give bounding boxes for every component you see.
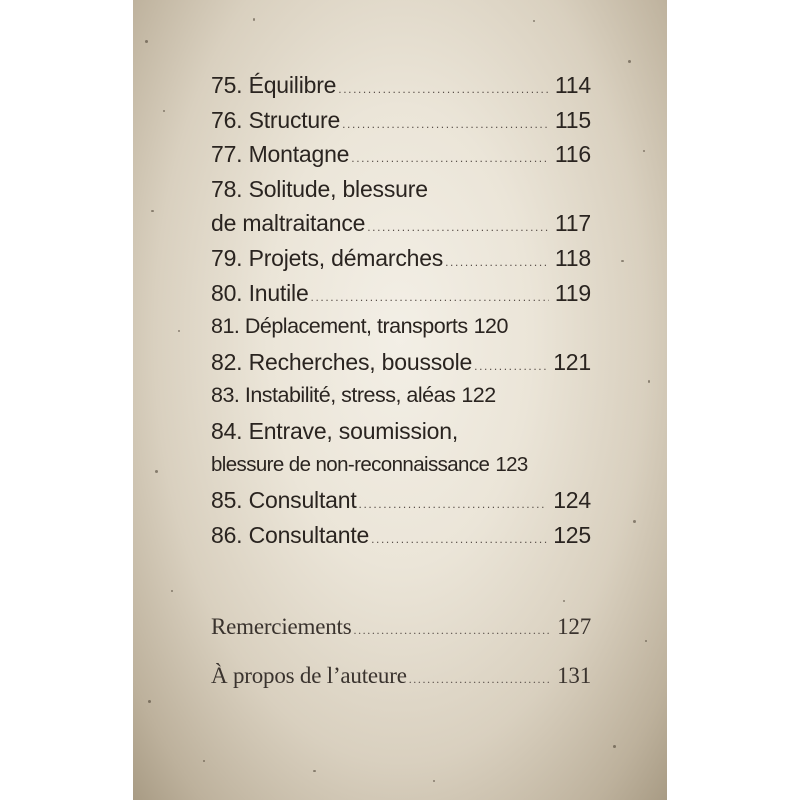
toc-page-number: 119 <box>554 279 591 306</box>
back-matter <box>211 614 591 697</box>
toc-page-number: 125 <box>553 521 591 548</box>
toc-entry-76 <box>211 107 591 142</box>
toc-entry-84-line1 <box>211 418 591 453</box>
toc-entry-label: 76. Structure <box>211 106 341 133</box>
toc-entry-label: 77. Montagne <box>211 141 350 168</box>
paper-speck <box>621 260 624 262</box>
toc-entry-label: 81. Déplacement, transports <box>211 314 468 339</box>
toc-page-number: 121 <box>553 348 591 375</box>
paper-speck <box>613 745 616 748</box>
paper-speck <box>648 380 650 383</box>
paper-speck <box>203 760 205 762</box>
toc-entry-78-line2 <box>211 210 591 245</box>
paper-speck <box>313 770 316 772</box>
toc-entry-86 <box>211 522 591 557</box>
toc-page-number: 114 <box>554 72 591 98</box>
paper-speck <box>643 150 645 152</box>
toc-entry-label: de maltraitance <box>211 210 366 237</box>
toc-entry-80 <box>211 280 591 315</box>
book-page <box>133 0 667 800</box>
toc-page-number: 123 <box>495 452 528 476</box>
dot-leader <box>351 151 549 165</box>
dot-leader <box>338 82 549 96</box>
paper-speck <box>433 780 435 782</box>
dot-leader <box>474 359 547 373</box>
dot-leader <box>353 623 551 638</box>
dot-leader <box>342 117 549 131</box>
paper-speck <box>151 210 154 212</box>
dot-leader <box>371 532 547 546</box>
toc-page-number: 120 <box>473 314 508 339</box>
paper-speck <box>533 20 535 22</box>
toc-page-number: 118 <box>554 244 591 271</box>
toc-entry-label: 84. Entrave, soumission, <box>211 417 459 444</box>
toc-entry-label: 80. Inutile <box>211 279 309 306</box>
paper-speck <box>628 60 631 63</box>
paper-speck <box>148 700 151 703</box>
toc-entry-85 <box>211 487 591 522</box>
dot-leader <box>409 672 551 687</box>
toc-entry-label: 75. Équilibre <box>211 72 337 98</box>
dot-leader <box>359 497 548 511</box>
toc-entry-77 <box>211 141 591 176</box>
dot-leader <box>311 290 549 304</box>
toc-entry-82 <box>211 349 591 384</box>
toc-page-number: 115 <box>554 106 591 133</box>
toc-entry-83 <box>211 383 591 418</box>
paper-speck <box>145 40 148 43</box>
paper-speck <box>253 18 255 21</box>
toc-entry-label: 86. Consultante <box>211 521 370 548</box>
paper-speck <box>178 330 180 332</box>
toc-entry-label: 79. Projets, démarches <box>211 244 444 271</box>
toc-entry-about-author <box>211 663 591 698</box>
section-spacer <box>211 556 591 614</box>
paper-speck <box>633 520 636 523</box>
paper-speck <box>163 110 165 112</box>
toc-page-number: 124 <box>553 487 591 514</box>
toc-page-number: 122 <box>461 383 496 408</box>
row-spacer <box>211 649 591 663</box>
toc-entry-79 <box>211 245 591 280</box>
dot-leader <box>367 220 549 234</box>
paper-speck <box>171 590 173 592</box>
paper-speck <box>155 470 158 473</box>
toc-entry-label: Remerciements <box>211 614 352 640</box>
toc-entry-acknowledgements <box>211 614 591 649</box>
toc-entry-label: blessure de non-reconnaissance <box>211 452 490 476</box>
toc-entry-78-line1 <box>211 176 591 211</box>
table-of-contents <box>211 72 591 698</box>
toc-entry-label: À propos de l’auteure <box>211 662 407 688</box>
toc-entry-label: 83. Instabilité, stress, aléas <box>211 383 456 408</box>
toc-entry-84-line2 <box>211 453 591 488</box>
toc-entry-label: 78. Solitude, blessure <box>211 175 428 202</box>
toc-page-number: 116 <box>554 141 591 168</box>
toc-entry-75 <box>211 72 591 107</box>
paper-speck <box>645 640 647 642</box>
toc-page-number: 127 <box>557 614 591 640</box>
toc-entry-label: 82. Recherches, boussole <box>211 348 473 375</box>
toc-entry-81 <box>211 314 591 349</box>
toc-entry-label: 85. Consultant <box>211 487 357 514</box>
dot-leader <box>445 255 549 269</box>
toc-page-number: 131 <box>557 662 591 688</box>
toc-page-number: 117 <box>554 210 591 237</box>
